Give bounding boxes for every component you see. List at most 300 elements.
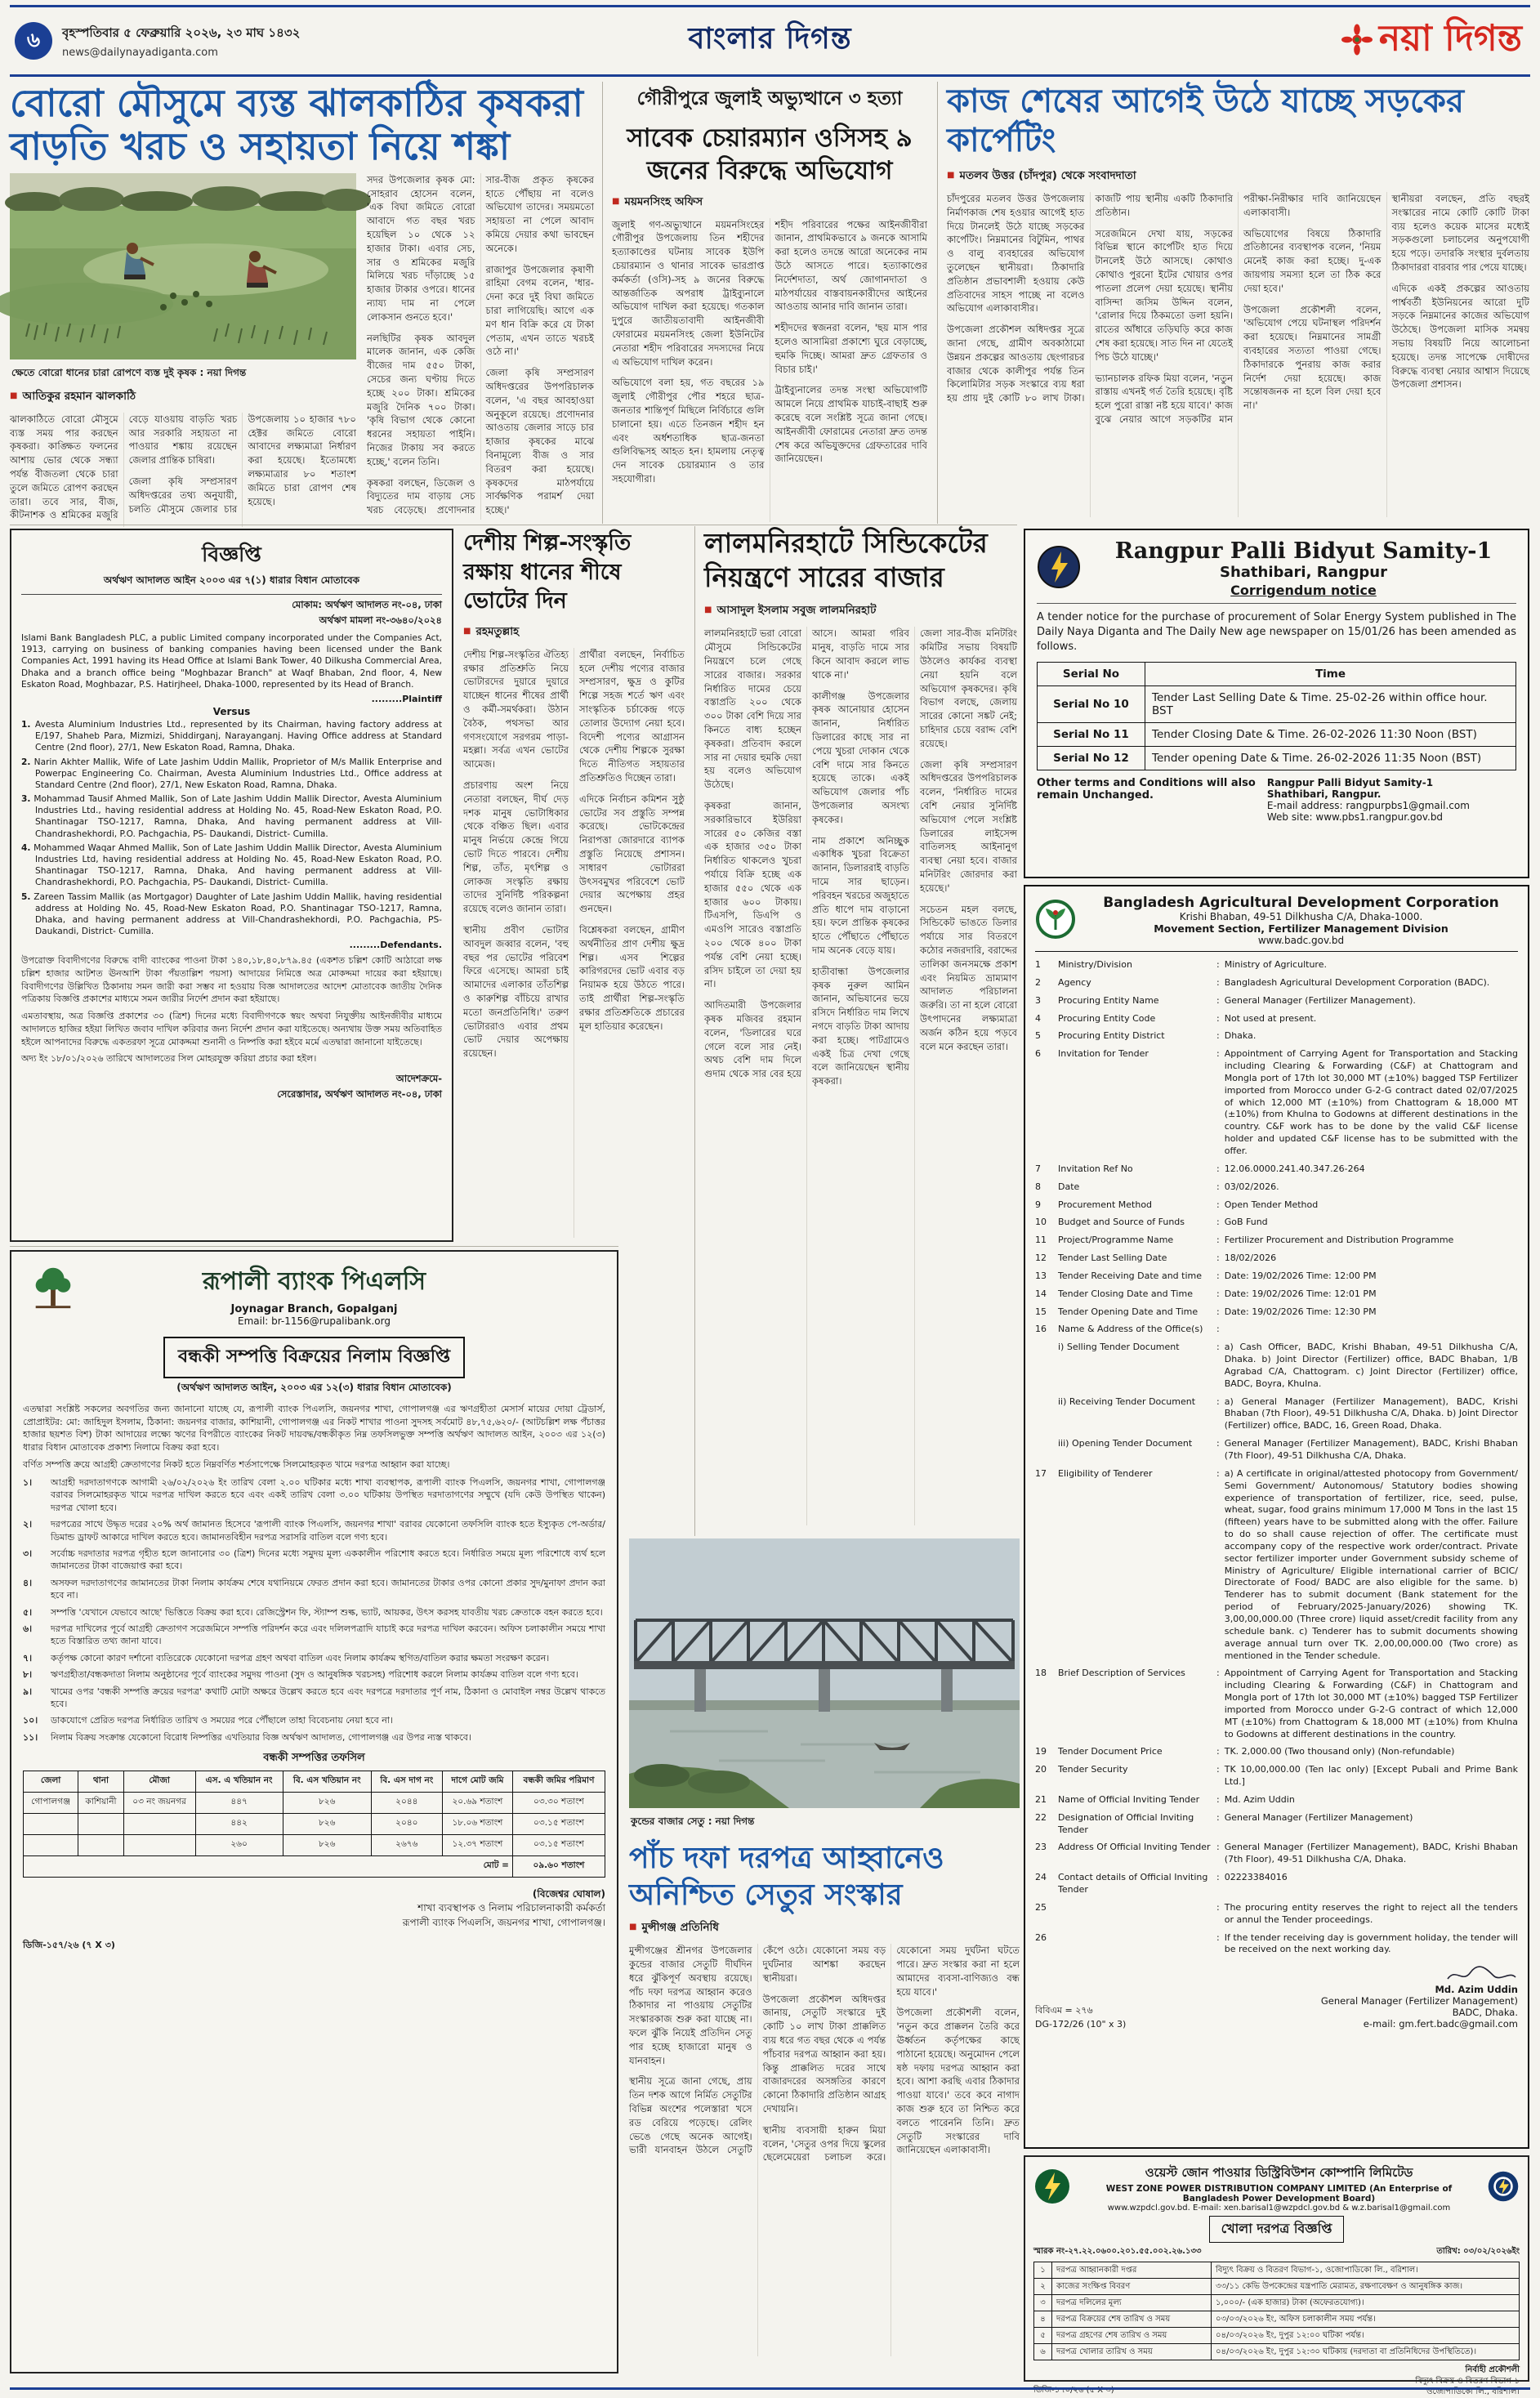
rupali-brand-name: রূপালী ব্যাংক পিএলসি [202, 1267, 426, 1296]
badc-item-number: 2 [1035, 976, 1041, 988]
term-number: ১। [23, 1477, 33, 1489]
cell: গোপালগঞ্জ [24, 1793, 78, 1814]
term-text: দরপত্রের সাথে উদ্ধৃত দরের ২০% অর্থ জামানত হিসেবে 'রূপালী ব্যাংক পিএলসি, জয়নগর শাখা' বরাবর যেকোনো তফসিলি ব্যাংক হতে ইস্যুকৃত পে-অর্ডার/ডিমান্ড ড্রাফট আকারে দাখিল করতে হবে। জামানতবিহীন দরপত্র সরাসরি বাতিল বলে গণ্য হবে। [51, 1519, 605, 1543]
article-boro [10, 82, 594, 524]
contact-email: news@dailynayadiganta.com [62, 46, 218, 59]
badc-item-colon: : [1216, 1030, 1220, 1042]
badc-item-number: 24 [1035, 1872, 1047, 1883]
row-number: ৪ [1034, 2311, 1052, 2328]
rangpur-terms-note: Other terms and Conditions will also remain Unchanged. [1037, 776, 1256, 802]
bpdb-logo-icon [1487, 2170, 1520, 2206]
article-deshio [463, 529, 685, 1246]
badc-item-colon: : [1216, 1342, 1220, 1353]
cell: ১২.৩৭ শতাংশ [442, 1835, 512, 1856]
badc-item-colon: : [1216, 1217, 1220, 1228]
row-number: ৩ [1034, 2295, 1052, 2311]
badc-item-value: Ministry of Agriculture. [1224, 959, 1327, 970]
badc-item-value: Open Tender Method [1224, 1199, 1319, 1210]
badc-item-colon: : [1216, 1199, 1220, 1210]
bridge-photo-image [629, 1538, 1020, 1808]
term-text: ডাকযোগে প্রেরিত দরপত্র নির্ধারিত তারিখ ও সময়ের পরে পৌঁছালে তাহা বিবেচনায় নেয়া হবে না। [51, 1715, 393, 1726]
brand-logo [1341, 11, 1522, 71]
badc-item-row [1035, 1396, 1518, 1433]
paragraph: ভ্যানচালক রফিক মিয়া বলেন, 'নতুন রাস্তায় এখনই গর্ত তৈরি হয়েছে। বৃষ্টি হলে পুরো রাস্তা নষ্ট হয়ে যাবে।' কাজ বুঝে নেয়ার আগে সড়কটির মান পরীক্ষা-নিরীক্ষার দাবি জানিয়েছেন এলাকাবাসী। [1095, 193, 1382, 425]
row-label: দরপত্র বিক্রয়ের শেষ তারিখ ও সময় [1052, 2311, 1212, 2328]
term-number: ৬। [23, 1623, 33, 1634]
badc-item-label: Budget and Source of Funds [1058, 1217, 1185, 1228]
badc-logo-icon [1035, 899, 1076, 943]
paragraph: সদর উপজেলার কৃষক মো: সোহরাব হোসেন বলেন, 'এক বিঘা জমিতে বোরো আবাদে গত বছর খরচ হয়েছিল ১০ থেকে ১২ হাজার টাকা। এবার সেচ, সার ও শ্রমিকের মজুরি মিলিয়ে খরচ দাঁড়াচ্ছে ১৫ হাজার টাকার ওপরে। ধানের ন্যায্য দাম না পেলে লোকসান গুনতে হবে।' [367, 173, 475, 323]
badc-item-colon: : [1216, 1235, 1220, 1246]
paragraph: এমতাবস্থায়, অত্র বিজ্ঞপ্তি প্রকাশের ৩০ (ত্রিশ) দিনের মধ্যে বিবাদীগণকে স্বয়ং অথবা নিযুক্তীয় আইনজীবীর মাধ্যমে আদালতে হাজির হইয়া লিখিত জবাব দাখিল করিবার জন্য নির্দেশ প্রদান করা যাইতেছে। অন্যথায় উক্ত সময় অতিবাহিত হইলে আপনাদের বিরুদ্ধে একতরফা সূত্রে মোকদ্দমা শুনানী ও নিষ্পত্তি করা হইবে মর্মে এতদ্বারা জানানো যাইতেছে। [21, 1011, 442, 1047]
badc-item-label: Tender Opening Date and Time [1058, 1306, 1199, 1317]
badc-item-row [1035, 1668, 1518, 1740]
rupali-term-row [23, 1547, 605, 1573]
cell: ০৩.১৫ শতাংশ [512, 1814, 605, 1835]
paragraph: শহীদ পরিবারের পক্ষের আইনজীবীরা জানান, প্রাথমিকভাবে ৯ জনকে আসামি করা হলেও তদন্তে আরো অনেকের নাম উঠে আসতে পারে। হত্যাকাণ্ডের নির্দেশদাতা, অর্থ জোগানদাতা ও মাঠপর্যায়ের বাস্তবায়নকারীদের আইনের আওতায় আনার দাবি জানান তারা। [774, 218, 927, 313]
westzone-org-en: WEST ZONE POWER DISTRIBUTION COMPANY LIMITED (An Enterprise of Bangladesh Power Development Board) [1105, 2184, 1453, 2204]
badc-sig-email: e-mail: gm.fert.badc@gmail.com [1363, 2018, 1518, 2030]
term-number: ৩। [23, 1548, 33, 1559]
paragraph: স্থানীয় সূত্রে জানা গেছে, প্রায় তিন দশক আগে নির্মিত সেতুটির বিভিন্ন অংশের পলেস্তারা খসে রড বেরিয়ে পড়েছে। রেলিং ভেঙে গেছে অনেক আগেই। ভারী যানবাহন উঠলে সেতুটি কেঁপে ওঠে। যেকোনো সময় বড় দুর্ঘটনার আশঙ্কা করছেন স্থানীয়রা। [629, 1945, 886, 2156]
rangpur-col-serial: Serial No [1038, 662, 1145, 685]
paragraph: ট্রাইব্যুনালের তদন্ত সংস্থা অভিযোগটি আমলে নিয়ে প্রাথমিক যাচাই-বাছাই শুরু করেছে বলে সংশ্লিষ্ট সূত্রে জানা গেছে। আইনজীবী ফোরামের নেতারা দ্রুত তদন্ত শেষ করে অভিযুক্তদের গ্রেফতারের দাবি জানিয়েছেন। [774, 384, 927, 465]
article-gouripur-headline: সাবেক চেয়ারম্যান ওসিসহ ৯ জনের বিরুদ্ধে অভিযোগ [627, 123, 913, 186]
westzone-footer-tag: ডিজি-১৭০/২৬ (৫ X ৩) [1033, 2385, 1114, 2395]
cell [78, 1814, 123, 1835]
badc-item-label: Name & Address of the Office(s) [1058, 1324, 1203, 1335]
col-mouza: মৌজা [123, 1771, 195, 1793]
paragraph: দেশীয় শিল্প-সংস্কৃতির ঐতিহ্য রক্ষার প্রতিশ্রুতি নিয়ে ভোটারদের দুয়ারে দুয়ারে যাচ্ছেন ধানের শীষের প্রার্থী ও কর্মী-সমর্থকরা। উঠান বৈঠক, পথসভা আর গণসংযোগে সরগরম পাড়া-মহল্লা। সর্বত্র এখন ভোটের আমেজ। [463, 648, 569, 770]
islami-signature [21, 1072, 442, 1103]
badc-item-number [1035, 1396, 1053, 1433]
badc-item-row [1035, 1812, 1518, 1837]
paragraph: উপজেলা প্রকৌশলী বলেন, 'নতুন করে প্রাক্কলন তৈরি করে ঊর্ধ্বতন কর্তৃপক্ষের কাছে পাঠানো হয়েছে। অনুমোদন পেলে ষষ্ঠ দফায় দরপত্র আহ্বান করা হবে। আশা করছি এবার ঠিকাদার পাওয়া যাবে।' তবে কবে নাগাদ কাজ শুরু হবে তা নিশ্চিত করে বলতে পারেননি তিনি। দ্রুত সেতুটি সংস্কারের দাবি জানিয়েছেন এলাকাবাসী। [896, 2007, 1020, 2156]
cell [24, 1835, 78, 1856]
section-divider [10, 1246, 618, 1247]
badc-item-number: 16 [1035, 1324, 1047, 1335]
time-cell: Tender opening Date & Time. 26-02-2026 11:35 Noon (BST) [1145, 746, 1516, 770]
rupali-term-row [23, 1686, 605, 1711]
col-district: জেলা [24, 1771, 78, 1793]
badc-item-label: Project/Programme Name [1058, 1235, 1174, 1246]
rupali-table-row [24, 1793, 605, 1814]
article-boro-underphoto-text [10, 413, 356, 527]
badc-item-number: 22 [1035, 1811, 1047, 1823]
paragraph: হাতীবান্ধা উপজেলার কৃষক নুরুল আমিন জানান, অভিযানের ভয়ে রসিদে নির্ধারিত দাম লিখে নগদে বাড়তি টাকা আদায় করা হচ্ছে। পাটগ্রামেও একই চিত্র দেখা গেছে বলে জানিয়েছেন স্থানীয় কৃষকরা। [812, 965, 909, 1087]
rupali-sig-name: (বিজেশ্বর ঘোষাল) [532, 1888, 605, 1900]
article-lalmonirhat-headline: লালমনিরহাটে সিন্ডিকেটের নিয়ন্ত্রণে সারের বাজার [704, 527, 988, 594]
rangpur-sig-org: Rangpur Palli Bidyut Samity-1 [1266, 776, 1434, 788]
rupali-sig-title: শাখা ব্যবস্থাপক ও নিলাম পরিচালনাকারী কর্মকর্তা [417, 1902, 605, 1914]
badc-item-number: 10 [1035, 1217, 1047, 1228]
badc-item-number: 19 [1035, 1746, 1047, 1757]
badc-item-row [1035, 1048, 1518, 1158]
rangpur-sig-web: Web site: www.pbs1.rangpur.gov.bd [1266, 810, 1444, 823]
badc-item-colon: : [1216, 1793, 1220, 1805]
badc-item-row [1035, 995, 1518, 1007]
badc-item-number: 8 [1035, 1181, 1041, 1192]
rangpur-pbs-logo-icon [1037, 545, 1081, 592]
badc-item-value: Date: 19/02/2026 Time: 12:00 PM [1224, 1270, 1377, 1281]
row-value: ০৪/০৩/২০২৬ ইং, দুপুর ১২:০০ ঘটিকা পর্যন্ত। [1212, 2328, 1520, 2344]
rupali-signature [23, 1887, 605, 1930]
rupali-term-row [23, 1714, 605, 1726]
row-value: ৩৩/১১ কেভি উপকেন্দ্রের যন্ত্রপাতি মেরামত, রক্ষণাবেক্ষণ ও আনুষঙ্গিক কাজ। [1212, 2279, 1520, 2295]
badc-item-label: Contact details of Official Inviting Tender [1058, 1872, 1208, 1895]
article-boro-left [10, 173, 356, 527]
cell: ২৬৭৬ [371, 1835, 442, 1856]
rangpur-place: Shathibari, Rangpur [1220, 564, 1387, 581]
paragraph: কৃষকরা বলছেন, ডিজেল ও বিদ্যুতের দাম বাড়ায় সেচ খরচ বেড়েছে। প্রণোদনার সার-বীজ প্রকৃত কৃষকের হাতে পৌঁছায় না বলেও অভিযোগ তাদের। সময়মতো সহায়তা না পেলে আবাদ কমিয়ে দেয়ার কথা ভাবছেন অনেকে। [367, 173, 594, 516]
badc-item-row [1035, 1288, 1518, 1301]
cell [123, 1814, 195, 1835]
rupali-table-header [24, 1771, 605, 1793]
badc-signature [1321, 1966, 1518, 2030]
badc-footer-tag: DG-172/26 (10" x 3) [1035, 2019, 1127, 2030]
term-text: কর্তৃপক্ষ কোনো কারণ দর্শানো ব্যতিরেকে যেকোনো দরপত্র গ্রহণ অথবা বাতিল এবং নিলাম কার্যক্রম স্থগিত/বাতিল করার ক্ষমতা সংরক্ষণ করেন। [51, 1652, 550, 1663]
westzone-sig-line3: ওজোপাডিকো লি., বরিশাল। [1426, 2387, 1520, 2396]
article-deshio-byline: ■ রহমতুল্লাহ [463, 623, 685, 641]
row-label: দরপত্র দলিলের মূল্য [1052, 2295, 1212, 2311]
rangpur-table [1037, 662, 1516, 770]
serial-cell: Serial No 11 [1038, 722, 1145, 746]
rupali-term-row [23, 1476, 605, 1514]
rangpur-intro: A tender notice for the purchase of procurement of Solar Energy System published in The Daily Naya Diganta and The Daily New age newspaper on 15/01/26 has been amended as follows. [1037, 611, 1516, 654]
badc-item-label: Ministry/Division [1058, 959, 1132, 970]
badc-item-value: Appointment of Carrying Agent for Transportation and Stacking including Clearing & Forwarding (C&F) at Chattogram and Mongla port of 17th lot 30,000 MT (±10%) bagged TSP Fertilizer imported from Morocco under G-2-G contract dated 02/07/2025 of which 12,000 MT (±10%) from Chattogram & 18,000 MT (±10%) from Khulna to Godowns at different destinations in the country. C&F work has to be done by the valid C&F license holder and updated C&F license has to be submitted with the offer. [1224, 1048, 1518, 1156]
cell [123, 1835, 195, 1856]
badc-item-row [1035, 1764, 1518, 1788]
badc-item-label: Address Of Official Inviting Tender [1058, 1842, 1211, 1853]
cell: ৪৪২ [195, 1814, 283, 1835]
badc-item-value: Bangladesh Agricultural Development Corporation (BADC). [1224, 976, 1490, 988]
badc-item-number: 12 [1035, 1253, 1047, 1264]
paragraph: স্থানীয় ব্যবসায়ী হারুন মিয়া বলেন, 'সেতুর ওপর দিয়ে স্কুলের ছেলেমেয়েরা চলাচল করে। যেকোনো সময় দুর্ঘটনা ঘটতে পারে। দ্রুত সংস্কার করা না হলে আমাদের ব্যবসা-বাণিজ্যও বন্ধ হয়ে যাবে।' [762, 1945, 1020, 2164]
badc-item-row [1035, 1163, 1518, 1176]
badc-item-row [1035, 1030, 1518, 1043]
badc-item-row [1035, 1217, 1518, 1229]
row-label: দরপত্র গ্রহণের শেষ তারিখ ও সময় [1052, 2328, 1212, 2344]
article-boro-headline: বোরো মৌসুমে ব্যস্ত ঝালকাঠির কৃষকরা বাড়তি খরচ ও সহায়তা নিয়ে শঙ্কা [10, 81, 583, 168]
badc-item-row [1035, 1902, 1518, 1927]
rupali-ad-title: বন্ধকী সম্পত্তি বিক্রয়ের নিলাম বিজ্ঞপ্তি [163, 1337, 465, 1378]
islami-plaintiff-tag: .........Plaintiff [371, 693, 442, 704]
badc-item-value: General Manager (Fertilizer Management). [1224, 994, 1416, 1006]
badc-item-label [1058, 1902, 1212, 1927]
paragraph: প্রচারণায় অংশ নিয়ে নেতারা বলছেন, দীর্ঘ দেড় দশক মানুষ ভোটাধিকার থেকে বঞ্চিত ছিল। এবার মানুষ নির্ভয়ে কেন্দ্রে গিয়ে ভোট দিতে পারবে। দেশীয় শিল্প, তাঁত, মৃৎশিল্প ও লোকজ সংস্কৃতি রক্ষায় তাদের সুনির্দিষ্ট পরিকল্পনা রয়েছে বলেও জানান তারা। [463, 779, 569, 915]
article-carpeting-text [947, 192, 1529, 517]
badc-item-colon: : [1216, 1842, 1220, 1853]
badc-item-number: 7 [1035, 1163, 1041, 1174]
cell: কাশিয়ানী [78, 1793, 123, 1814]
serial-cell: Serial No 12 [1038, 746, 1145, 770]
rangpur-sig-place: Shathibari, Rangpur. [1266, 788, 1382, 800]
defendant-number: 1. [21, 719, 31, 730]
article-bridge-text [629, 1944, 1020, 2356]
badc-item-colon: : [1216, 1270, 1220, 1281]
badc-item-colon: : [1216, 1811, 1220, 1823]
rangpur-org-name: Rangpur Palli Bidyut Samity-1 [1114, 538, 1493, 564]
badc-item-number: 15 [1035, 1306, 1047, 1317]
cell: ২০৪৪ [371, 1793, 442, 1814]
defendant-entry [21, 891, 442, 938]
badc-item-number: 1 [1035, 959, 1041, 970]
badc-item-label [1058, 1932, 1212, 1957]
page-number-badge: ৬ [15, 22, 52, 60]
article-boro-byline: ■ আতিকুর রহমান ঝালকাঠি [10, 387, 356, 406]
westzone-table-row [1034, 2311, 1520, 2328]
badc-item-colon: : [1216, 1872, 1220, 1883]
badc-item-value: General Manager (Fertilizer Management), BADC, Krishi Bhaban (7th Floor), 49-51 Dilkhusha C/A, Dhaka. [1224, 1438, 1518, 1461]
article-gouripur-text [612, 218, 927, 522]
badc-item-value: Not used at present. [1224, 1012, 1317, 1024]
signature-squiggle-icon [1444, 1966, 1518, 1984]
paragraph: এদিকে নির্বাচন কমিশন সুষ্ঠু ভোটের সব প্রস্তুতি সম্পন্ন করেছে। ভোটকেন্দ্রের নিরাপত্তা জোরদারে ব্যাপক প্রস্তুতি নিয়েছে প্রশাসন। সাধারণ ভোটাররা উৎসবমুখর পরিবেশে ভোট দেয়ার অপেক্ষায় প্রহর গুনছেন। [579, 793, 685, 915]
rupali-table-row [24, 1835, 605, 1856]
badc-item-label: Eligibility of Tenderer [1058, 1467, 1153, 1479]
badc-item-number: 17 [1035, 1467, 1047, 1479]
westzone-table-row [1034, 2344, 1520, 2360]
badc-item-label: i) Selling Tender Document [1058, 1342, 1180, 1353]
islami-case-line: অর্থঋণ মামলা নং-৩৬৪০/২০২৪ [319, 614, 442, 626]
brand-name: নয়া দিগন্ত [1378, 17, 1522, 60]
badc-item-label: Procurement Method [1058, 1199, 1153, 1210]
term-number: ৮। [23, 1669, 33, 1681]
badc-item-label: Brief Description of Services [1058, 1668, 1185, 1679]
defendant-number: 4. [21, 842, 31, 853]
badc-item-value: The procuring entity reserves the right to reject all the tenders or annul the Tender proceedings. [1224, 1901, 1518, 1925]
badc-item-label: ii) Receiving Tender Document [1058, 1395, 1196, 1407]
paragraph: উপজেলা প্রকৌশলী বলেন, 'অভিযোগ পেয়ে ঘটনাস্থল পরিদর্শন করা হয়েছে। নিম্নমানের সামগ্রী ব্যবহারের সত্যতা পাওয়া গেছে। ঠিকাদারকে পুনরায় কাজ করার নির্দেশ দেয়া হয়েছে। কাজ সন্তোষজনক না হলে বিল দেয়া হবে না।' [1243, 303, 1382, 412]
paragraph: প্রার্থীরা বলছেন, নির্বাচিত হলে দেশীয় পণ্যের বাজার সম্প্রসারণ, ক্ষুদ্র ও কুটির শিল্পে সহজ শর্তে ঋণ এবং সাংস্কৃতিক চর্চাকেন্দ্র গড়ে তোলার উদ্যোগ নেয়া হবে। বিদেশী পণ্যের আগ্রাসন থেকে দেশীয় শিল্পকে সুরক্ষা দিতে নীতিগত সহায়তার প্রতিশ্রুতিও দিচ্ছেন তারা। [579, 648, 685, 784]
article-lalmonirhat-text [704, 627, 1017, 1525]
term-number: ৭। [23, 1652, 33, 1663]
badc-item-colon: : [1216, 1012, 1220, 1024]
serial-cell: Serial No 10 [1038, 685, 1145, 722]
badc-item-number [1035, 1342, 1053, 1390]
cell [78, 1835, 123, 1856]
notice-badc [1024, 885, 1529, 2149]
term-text: অসফল দরদাতাগণের জামানতের টাকা নিলাম কার্যক্রম শেষে যথানিয়মে ফেরত প্রদান করা হবে। জামানতের টাকার ওপর কোনো প্রকার সুদ/মুনাফা প্রদান করা হবে না। [51, 1577, 605, 1601]
time-cell: Tender Closing Date & Time. 26-02-2026 11:30 Noon (BST) [1145, 722, 1516, 746]
badc-item-value: Md. Azim Uddin [1224, 1793, 1295, 1805]
article-lalmonirhat [694, 526, 1017, 1536]
badc-item-colon: : [1216, 994, 1220, 1006]
rupali-term-row [23, 1577, 605, 1602]
cell: ৮২৬ [283, 1835, 371, 1856]
westzone-table-row [1034, 2295, 1520, 2311]
westzone-sig-line2: বিদ্যুৎ বিক্রয় ও বিতরণ বিভাগ-১ [1415, 2376, 1520, 2386]
westzone-date: তারিখ: ০৩/০২/২০২৬ইং [1436, 2247, 1520, 2256]
badc-item-row [1035, 1013, 1518, 1025]
rupali-table-caption: বন্ধকী সম্পত্তির তফসিল [263, 1752, 365, 1765]
badc-item-row [1035, 1842, 1518, 1866]
badc-item-number: 26 [1035, 1931, 1047, 1943]
badc-item-value: GoB Fund [1224, 1217, 1268, 1228]
badc-item-label: iii) Opening Tender Document [1058, 1438, 1193, 1449]
rupali-term-row [23, 1606, 605, 1619]
islami-plaintiff: Islami Bank Bangladesh PLC, a public Limited company incorporated under the Companies Act, 1913, carrying on business of banking companies having been licensed under the Bank Companies Act, 1991 having its Head Office at Islami Bank Tower, 40 Dilkusha Commercial Area, Dhaka and a branch office being "Moghbazar Branch" at Waqf Bhaban, 2nd floor, 4, New Eskaton Road, Moghbazar, P.S. Hatirjheel, Dhaka-1000, represented by its Head of Branch. [21, 633, 442, 690]
westzone-header [1033, 2164, 1520, 2213]
badc-item-label: Procuring Entity Name [1058, 994, 1159, 1006]
paragraph: কৃষকরা জানান, সরকারিভাবে ইউরিয়া সারের ৫০ কেজির বস্তা এক হাজার ৩৫০ টাকা নির্ধারিত থাকলেও খুচরা পর্যায়ে বিক্রি হচ্ছে এক হাজার ৫৫০ থেকে এক হাজার ৬০০ টাকায়। টিএসপি, ডিএপি ও এমওপি সারেও বস্তাপ্রতি ২০০ থেকে ৪০০ টাকা পর্যন্ত বেশি নেয়া হচ্ছে। রসিদ চাইলে তা দেয়া হয় না। [704, 800, 801, 990]
badc-item-row [1035, 1235, 1518, 1247]
westzone-table-row [1034, 2262, 1520, 2279]
islami-sig-line2: সেরেস্তাদার, অর্থঋণ আদালত নং-০৪, ঢাকা [277, 1088, 442, 1101]
term-number: ৫। [23, 1606, 33, 1618]
notice-islami-bank [10, 529, 453, 1242]
badc-item-label: Tender Closing Date and Time [1058, 1288, 1193, 1299]
cell: ৪৪৭ [195, 1793, 283, 1814]
badc-header-text [1084, 895, 1518, 946]
defendant-number: 3. [21, 794, 31, 805]
badc-item-colon: : [1216, 1668, 1220, 1679]
paragraph: জেলা কৃষি সম্প্রসারণ অধিদপ্তরের উপপরিচালক বলেন, 'এ বছর আবহাওয়া অনুকূলে রয়েছে। প্রণোদনার আওতায় জেলার সাড়ে চার হাজার কৃষকের মাঝে বিনামূল্যে বীজ ও সার বিতরণ করা হয়েছে। কৃষকদের মাঠপর্যায়ে সার্বক্ষণিক পরামর্শ দেয়া হচ্ছে।' [485, 367, 594, 516]
paragraph: লালমনিরহাটে ভরা বোরো মৌসুমে সিন্ডিকেটের নিয়ন্ত্রণে চলে গেছে সারের বাজার। সরকার নির্ধারিত দামের চেয়ে বস্তাপ্রতি ২০০ থেকে ৩০০ টাকা বেশি দিয়ে সার কিনতে বাধ্য হচ্ছেন কৃষকরা। প্রতিবাদ করলে সার না দেয়ার হুমকি দেয়া হয় বলেও অভিযোগ উঠেছে। [704, 627, 801, 791]
term-number: ১১। [23, 1731, 38, 1743]
badc-item-value: If the tender receiving day is government holiday, the tender will be received on the next working day. [1224, 1931, 1518, 1955]
row-value: বিদ্যুৎ বিক্রয় ও বিতরণ বিভাগ-১, ওজোপাডিকো লি., বরিশাল। [1212, 2262, 1520, 2279]
badc-item-colon: : [1216, 1764, 1220, 1775]
badc-item-colon: : [1216, 1181, 1220, 1192]
badc-item-colon: : [1216, 1746, 1220, 1757]
badc-item-row [1035, 1438, 1518, 1462]
rupali-header [23, 1260, 605, 1330]
badc-item-colon: : [1216, 1306, 1220, 1317]
article-deshio-headline: দেশীয় শিল্প-সংস্কৃতি রক্ষায় ধানের শীষে ভোটের দিন [463, 530, 632, 614]
badc-item-number: 14 [1035, 1288, 1047, 1299]
paragraph: উপজেলা প্রকৌশল অধিদপ্তর সূত্রে জানা গেছে, গ্রামীণ অবকাঠামো উন্নয়ন প্রকল্পের আওতায় ছেংগারচর বাজার থেকে কালীপুর পর্যন্ত তিন কিলোমিটার সড়ক সংস্কারে ব্যয় ধরা হয় প্রায় দুই কোটি ৮০ লাখ টাকা। কাজটি পায় স্থানীয় একটি ঠিকাদারি প্রতিষ্ঠান। [947, 193, 1233, 404]
defendant-text: Zareen Tassim Mallik (as Mortgagor) Daughter of Late Jashim Uddin Mallik, having residential address at Holding No. 45, Road-New Eskaton Road, P.O. Shantinagar TSO-1217, Ramna, Dhaka, and having permanent address at Vill-Chandrashekhordi, P.O. Pachgachia, PS- Daukandi, District- Cumilla. [33, 891, 442, 937]
total-label: মোট = [24, 1856, 513, 1878]
row-value: ০৩/০৩/২০২৬ ইং, অফিস চলাকালীন সময় পর্যন্ত। [1212, 2311, 1520, 2328]
article-gouripur-kicker: গৌরীপুরে জুলাই অভ্যুত্থানে ৩ হত্যা [636, 88, 903, 109]
badc-item-row [1035, 1468, 1518, 1663]
badc-item-label: Tender Document Price [1058, 1746, 1163, 1757]
westzone-table-row [1034, 2279, 1520, 2295]
paragraph: নলছিটির কৃষক আবদুল মালেক জানান, এক কেজি বীজের দাম ৫৫০ টাকা, সেচের জন্য ঘণ্টায় দিতে হচ্ছে ২০০ টাকা। শ্রমিকের মজুরি দৈনিক ৭০০ টাকা। 'কৃষি বিভাগ থেকে কোনো ধরনের সহায়তা পাইনি। নিজের টাকায় সব করতে হচ্ছে,' বলেন তিনি। [367, 332, 475, 467]
term-text: ঋণগ্রহীতা/বন্ধকদাতা নিলাম অনুষ্ঠানের পূর্বে ব্যাংকের সমুদয় পাওনা (সুদ ও আনুষঙ্গিক খরচসহ) পরিশোধ করলে নিলাম কার্যক্রম বাতিল বলে গণ্য হবে। [51, 1669, 578, 1681]
brand-flower-icon [1341, 24, 1373, 58]
badc-item-colon: : [1216, 959, 1220, 970]
rupali-term-row [23, 1623, 605, 1648]
defendant-entry [21, 793, 442, 840]
badc-item-row [1035, 1181, 1518, 1194]
badc-item-row [1035, 1872, 1518, 1896]
term-number: ৪। [23, 1577, 33, 1588]
rangpur-table-row [1038, 746, 1516, 770]
defendant-entry [21, 757, 442, 792]
article-bridge-headline: পাঁচ দফা দরপত্র আহ্বানেও অনিশ্চিত সেতুর সংস্কার [629, 1842, 944, 1912]
badc-item-label: Procuring Entity District [1058, 1030, 1165, 1042]
westzone-org-bn: ওয়েস্ট জোন পাওয়ার ডিস্ট্রিবিউশন কোম্পানি লিমিটেড [1145, 2165, 1413, 2180]
article-bridge-byline: ■ মুন্সীগঞ্জ প্রতিনিধি [629, 1918, 1020, 1937]
westzone-ref: স্মারক নং-২৭.২২.০৬০০.২০১.৫৫.০০২.২৬.১৩৩ [1033, 2247, 1202, 2256]
boro-photo-caption: ক্ষেতে বোরো ধানের চারা রোপণে ব্যস্ত দুই কৃষক : নয়া দিগন্ত [11, 366, 247, 378]
badc-item-number: 13 [1035, 1270, 1047, 1281]
rupali-term-row [23, 1731, 605, 1744]
badc-item-number: 5 [1035, 1030, 1041, 1042]
section-masthead: বাংলার দিগন্ত [688, 22, 852, 56]
cell: ২৬০ [195, 1835, 283, 1856]
term-text: খামের ওপর 'বন্ধকী সম্পত্তি ক্রয়ের দরপত্র' কথাটি মোটা অক্ষরে উল্লেখ করতে হবে এবং দরপত্রে দরদাতার পূর্ণ নাম, ঠিকানা ও মোবাইল নম্বর উল্লেখ থাকতে হবে। [51, 1686, 605, 1709]
cell [24, 1814, 78, 1835]
row-label: দরপত্র আহ্বানকারী দপ্তর [1052, 2262, 1212, 2279]
ad-westzone-power [1024, 2155, 1529, 2396]
cell: ৮২৬ [283, 1793, 371, 1814]
defendant-entry [21, 842, 442, 889]
rangpur-notice-title: Corrigendum notice [1230, 583, 1377, 598]
badc-item-number: 25 [1035, 1901, 1047, 1913]
badc-ref-code: বিবিএম = ২৭৬ [1035, 2005, 1093, 2016]
article-bridge-block [629, 1538, 1020, 2373]
badc-item-label: Agency [1058, 976, 1091, 988]
col-bs-khatian: বি. এস খতিয়ান নং [283, 1771, 371, 1793]
cell: ০৩.১৫ শতাংশ [512, 1835, 605, 1856]
article-gouripur-byline: ■ ময়মনসিংহ অফিস [612, 193, 927, 212]
boro-photo [10, 173, 356, 384]
date-line: বৃহস্পতিবার ৫ ফেব্রুয়ারি ২০২৬, ২৩ মাঘ ১৪৩২ [62, 25, 301, 40]
badc-item-row [1035, 1794, 1518, 1806]
paddy-field-photo [10, 173, 356, 359]
islami-sig-line1: আদেশক্রমে- [395, 1073, 442, 1085]
badc-item-value: 18/02/2026 [1224, 1253, 1277, 1264]
paragraph: স্থানীয়রা বলছেন, প্রতি বছরই সংস্কারের নামে কোটি কোটি টাকা ব্যয় হলেও কয়েক মাসের মধ্যেই সড়কগুলো চলাচলের অনুপযোগী হয়ে পড়ে। তদারকি সংস্থার দুর্বলতায় ঠিকাদাররা বারবার পার পেয়ে যাচ্ছে। [1391, 193, 1529, 273]
badc-item-value: a) General Manager (Fertilizer Management), BADC, Krishi Bhaban (7th Floor), 49-51 Dilkhusha C/A, Dhaka. b) Joint Director (Fertilizer) office, BADC, 16, Green Road, Dhaka. [1224, 1395, 1518, 1431]
defendant-text: Avesta Aluminium Industries Ltd., represented by its Chairman, having factory address at E/197, Shaheb Para, Mizmizi, Shiddirganj, Narayanganj. Having Office address at Standard Centre (2nd floor), 27/1, New Eskaton Road, Ramna, Dhaka. [34, 719, 442, 753]
rupali-tree-logo-icon [28, 1262, 78, 1315]
westzone-sig-name: নির্বাহী প্রকৌশলী [1465, 2365, 1520, 2374]
defendant-entry [21, 719, 442, 754]
badc-item-number: 23 [1035, 1842, 1047, 1853]
badc-item-row [1035, 1270, 1518, 1283]
badc-item-row [1035, 1253, 1518, 1265]
badc-item-number: 4 [1035, 1012, 1041, 1024]
badc-org-name: Bangladesh Agricultural Development Corporation [1103, 895, 1499, 911]
badc-footer-left [1035, 2003, 1126, 2030]
paragraph: বিশ্লেষকরা বলছেন, গ্রামীণ অর্থনীতির প্রাণ দেশীয় ক্ষুদ্র শিল্প। এসব শিল্পের কারিগরদের ভোট এবার বড় নিয়ামক হয়ে উঠতে পারে। তাই প্রার্থীরা শিল্প-সংস্কৃতি রক্ষার প্রতিশ্রুতিকে প্রচারের মূল হাতিয়ার করেছেন। [579, 924, 685, 1032]
badc-item-value [1225, 1324, 1518, 1336]
article-carpeting-headline: কাজ শেষের আগেই উঠে যাচ্ছে সড়কের কার্পেটিং [947, 83, 1465, 159]
paragraph: বর্ণিত সম্পত্তি ক্রয়ে আগ্রহী ক্রেতাগণের নিকট হতে নিম্নবর্ণিত শর্তসাপেক্ষে সিলমোহরকৃত খামে দরপত্র আহ্বান করা যাচ্ছে। [23, 1459, 450, 1471]
rangpur-titles [1091, 538, 1516, 598]
badc-item-row [1035, 959, 1518, 971]
paragraph: এতদ্বারা সংশ্লিষ্ট সকলের অবগতির জন্য জানানো যাচ্ছে যে, রূপালী ব্যাংক পিএলসি, জয়নগর শাখা, গোপালগঞ্জ এর ঋণগ্রহীতা মেসার্স মায়ের দোয়া ট্রেডার্স, প্রোপ্রাইটর: মো: জাহিদুল ইসলাম, ঠিকানা: জয়নগর বাজার, কাশিয়ানী, গোপালগঞ্জ এর নিকট শাখার পাওনা সুদসহ সর্বমোট ৪৮,৭৫,৬২০/- (আটচল্লিশ লক্ষ পঁচাত্তর হাজার ছয়শত বিশ) টাকা আদায়ের লক্ষ্যে ঋণের বিপরীতে ব্যাংকের নিকট দায়বদ্ধ/বন্ধকীকৃত নিম্ন তফসিলভুক্ত সম্পত্তি অর্থঋণ আদালত আইন, ২০০৩ এর ১২(৩) ধারার বিধান মোতাবেক প্রকাশ্য নিলামে বিক্রয় করা হবে। [23, 1404, 605, 1453]
paragraph: ঝালকাঠিতে বোরো মৌসুমে ব্যস্ত সময় পার করছেন কৃষকরা। কাঙ্ক্ষিত ফলনের আশায় ভোর থেকে সন্ধ্যা পর্যন্ত বীজতলা থেকে চারা তুলে জমিতে রোপণ করছেন তারা। তবে সার, বীজ, কীটনাশক ও শ্রমিকের মজুরি বেড়ে যাওয়ায় বাড়তি খরচ আর সরকারি সহায়তা না পাওয়ার শঙ্কায় রয়েছেন জেলার প্রান্তিক চাষিরা। [10, 413, 238, 521]
badc-item-colon: : [1216, 1048, 1220, 1060]
badc-item-label: Tender Receiving Date and time [1058, 1270, 1202, 1281]
article-gouripur [602, 82, 927, 524]
defendant-text: Mohammed Waqar Ahmed Mallik, Son of Late Jashim Uddin Mallik Director, Avesta Aluminium Industries Ltd, having residential address at Holding No. 45, Road-New Eskaton Road, P.O. Shantinagar TSO-1217, Ramna, Dhaka, And having permanent address at Vill-Chandrashekhordi, P.O. Pachgachia, PS- Daukandi, District- Cumilla. [33, 842, 443, 888]
badc-header [1035, 895, 1518, 952]
badc-item-value: Fertilizer Procurement and Distribution Programme [1224, 1235, 1454, 1246]
badc-sig-org: BADC, Dhaka. [1452, 2007, 1518, 2019]
islami-defendants [21, 719, 442, 937]
badc-item-row [1035, 1342, 1518, 1390]
badc-item-label: Invitation Ref No [1058, 1163, 1133, 1174]
rangpur-table-header [1038, 662, 1516, 685]
paragraph: স্থানীয় প্রবীণ ভোটার আবদুল জব্বার বলেন, 'বহু বছর পর ভোটের পরিবেশ ফিরে এসেছে। আমরা চাই আমাদের এলাকার তাঁতশিল্প ও কারুশিল্প বাঁচিয়ে রাখার মতো জনপ্রতিনিধি।' তরুণ ভোটাররাও এবার প্রথম ভোট দেয়ার অপেক্ষায় রয়েছেন। [463, 924, 569, 1060]
paragraph: অভিযোগের বিষয়ে ঠিকাদারি প্রতিষ্ঠানের ব্যবস্থাপক বলেন, 'নিয়ম মেনেই কাজ করা হচ্ছে। দু-এক জায়গায় সমস্যা হলে তা ঠিক করে দেয়া হবে।' [1243, 227, 1382, 294]
article-boro-right-text [367, 173, 594, 520]
westzone-table [1033, 2262, 1520, 2360]
badc-item-label: Name of Official Inviting Tender [1058, 1793, 1200, 1805]
term-text: সম্পত্তি 'যেখানে যেভাবে আছে' ভিত্তিতে বিক্রয় করা হবে। রেজিস্ট্রেশন ফি, স্ট্যাম্প শুল্ক, ভ্যাট, আয়কর, উৎস করসহ যাবতীয় খরচ ক্রেতাকে বহন করতে হবে। [51, 1606, 603, 1618]
rupali-terms [23, 1476, 605, 1744]
badc-item-row [1035, 1746, 1518, 1758]
badc-item-value: TK. 2,000.00 (Two thousand only) (Non-refundable) [1224, 1746, 1455, 1757]
